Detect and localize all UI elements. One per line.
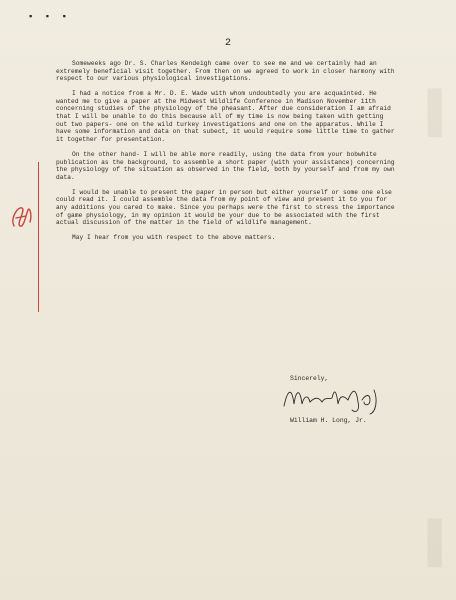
paragraph: Someweeks ago Dr. S. Charles Kendeigh came over to see me and we certainly had an extremely beneficial visit together. From then on we agreed to work in closer harmony with respect to our various physiological investigations. [56, 60, 395, 83]
page-number: 2 [224, 38, 231, 49]
sign-off: Sincerely, [290, 375, 329, 382]
handwritten-signature [278, 380, 388, 418]
handwritten-margin-mark [6, 196, 36, 236]
corner-marks: ▪ ▪ ▪ [28, 12, 71, 22]
show-through-mark: ▌ [427, 520, 456, 564]
paragraph: May I hear from you with respect to the above matters. [72, 234, 276, 242]
letter-body [56, 60, 396, 249]
show-through-mark: ▌ [427, 90, 456, 134]
typed-signature-name: William H. Long, Jr. [290, 417, 367, 424]
paragraph: On the other hand- I will be able more readily, using the data from your bobwhite publication as the background, to assemble a short paper (with your assistance) concerning the physiology of the situation as observed in the field, both by yourself and from my own data. [56, 150, 395, 181]
paragraph: I had a notice from a Mr. D. E. Wade with whom undoubtedly you are acquainted. He wanted me to give a paper at the Midwest Wildlife Conference in Madison November 11th concerning studies of the physiology of the pheasant. After due consideration I am afraid that I will be unable to do this because all of my time is now being taken with getting out two papers- one on the wild turkey investigations and one on the apparatus. While I have some information and data on that subect, it would require some little time to gather it together for presentation. [56, 90, 395, 143]
margin-red-line [38, 162, 39, 312]
paragraph: I would be unable to present the paper in person but either yourself or some one else could read it. I could assemble the data from my point of view and present it to you for any additions you cared to make. Since you perhaps were the first to stress the importance of game physiology, in my opinion it would be your due to be associated with the first actual discussion of the matter in the field of wildlife management. [56, 188, 395, 227]
